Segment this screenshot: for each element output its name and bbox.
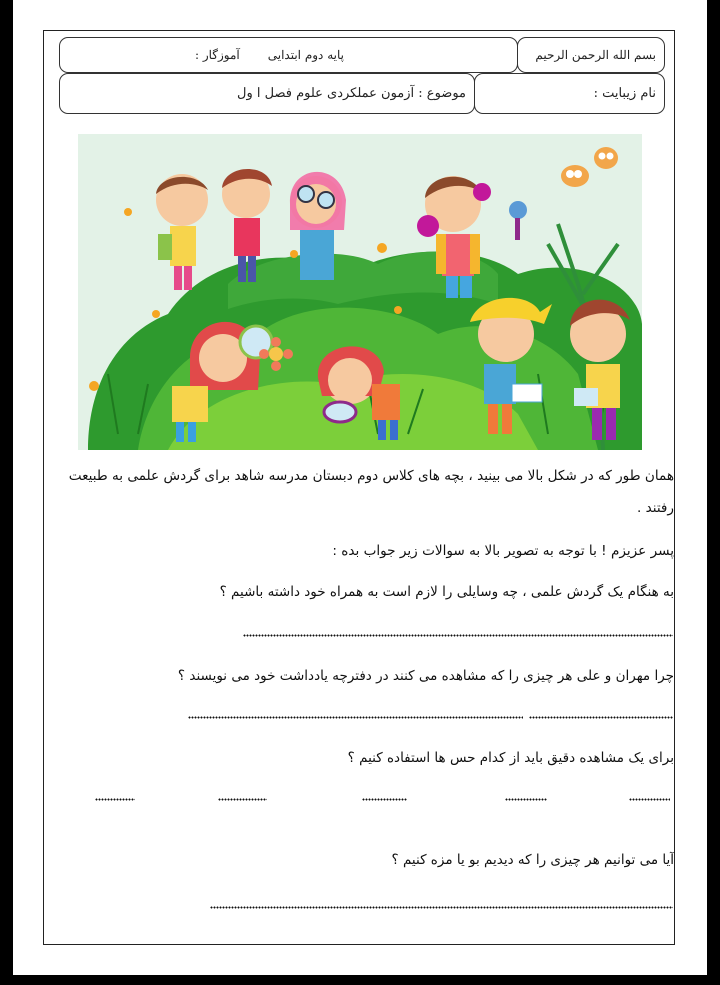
children-nature-scene — [78, 134, 642, 450]
subject-box — [59, 73, 475, 114]
field-trip-illustration — [78, 134, 642, 450]
grade-label: پایه دوم ابتدایی — [267, 48, 344, 62]
bismillah-text: بسم الله الرحمن الرحیم — [535, 48, 656, 62]
instruction-text: پسر عزیزم ! با توجه به تصویر بالا به سوالات زیر جواب بده : — [332, 543, 674, 559]
student-name-label: نام زیبایت : — [593, 86, 656, 101]
grade-teacher-box — [59, 37, 518, 73]
answer-line-4[interactable] — [210, 906, 673, 909]
answer-line-2b[interactable] — [529, 716, 673, 719]
answer-line-1[interactable] — [243, 634, 673, 637]
question-3: برای یک مشاهده دقیق باید از کدام حس ها استفاده کنیم ؟ — [347, 750, 674, 766]
sense-blank-3[interactable] — [362, 798, 407, 801]
sense-blank-2[interactable] — [505, 798, 547, 801]
question-4: آیا می توانیم هر چیزی را که دیدیم بو یا مزه کنیم ؟ — [391, 852, 674, 868]
sense-blank-5[interactable] — [95, 798, 135, 801]
intro-line-1: همان طور که در شکل بالا می بینید ، بچه های کلاس دوم دبستان مدرسه شاهد برای گردش علمی به طبیعت — [68, 468, 674, 484]
sense-blank-4[interactable] — [218, 798, 267, 801]
bismillah-box — [517, 37, 665, 73]
teacher-field[interactable]: آموزگار : — [194, 48, 240, 62]
student-name-box[interactable] — [474, 73, 665, 114]
subject-title: موضوع : آزمون عملکردی علوم فصل ا ول — [237, 86, 466, 101]
question-2: چرا مهران و علی هر چیزی را که مشاهده می کنند در دفترچه یادداشت خود می نویسند ؟ — [177, 668, 674, 684]
sense-blank-1[interactable] — [629, 798, 670, 801]
answer-line-2a[interactable] — [188, 716, 523, 719]
intro-line-2: رفتند . — [636, 500, 674, 516]
question-1: به هنگام یک گردش علمی ، چه وسایلی را لازم است به همراه خود داشته باشیم ؟ — [219, 584, 674, 600]
